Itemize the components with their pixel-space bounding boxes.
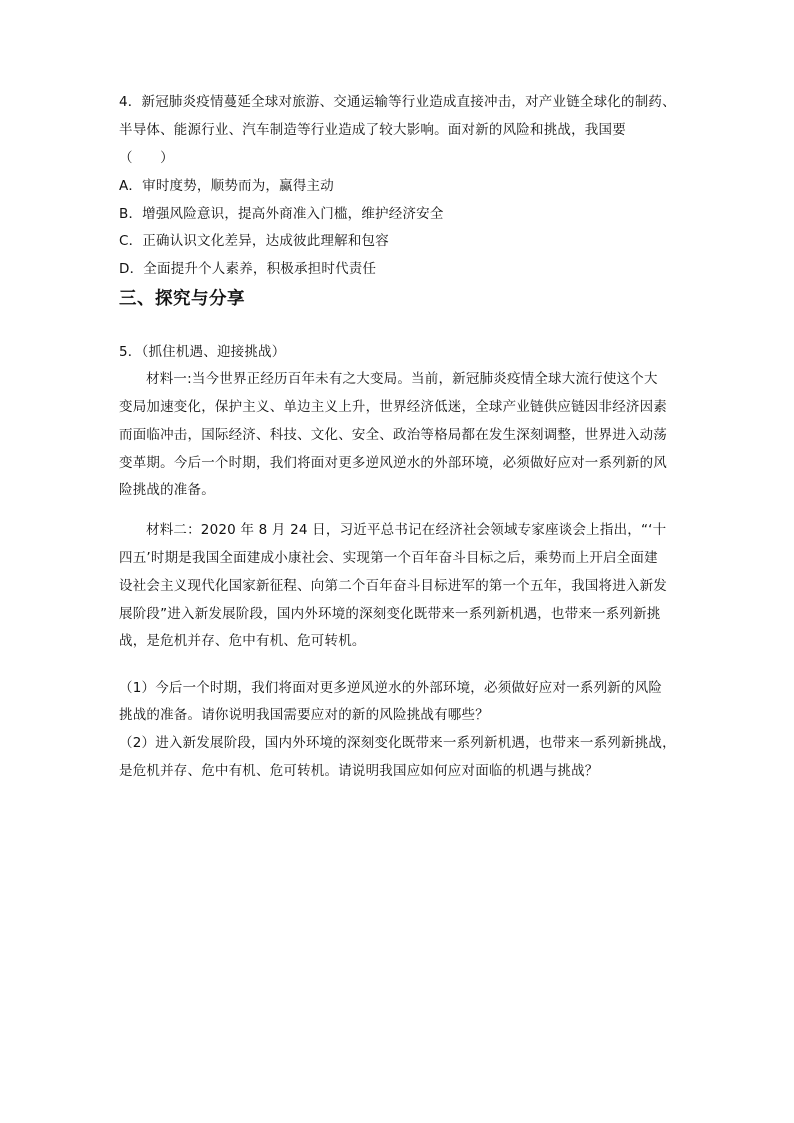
q4-option-d: D．全面提升个人素养，积极承担时代责任 xyxy=(119,261,377,277)
material2-line-5: 战，是危机并存、危中有机、危可转机。 xyxy=(119,633,366,649)
q4-option-b: B．增强风险意识，提高外商准入门槛，维护经济安全 xyxy=(119,206,444,222)
material1-line-2: 变局加速变化，保护主义、单边主义上升，世界经济低迷，全球产业链供应链因非经济因素 xyxy=(119,399,667,415)
q5-header: 5．（抓住机遇、迎接挑战） xyxy=(119,344,286,360)
sub-question-2-line-2: 是危机并存、危中有机、危可转机。请说明我国应如何应对面临的机遇与挑战？ xyxy=(119,763,599,779)
sub-question-1-line-1: （1）今后一个时期，我们将面对更多逆风逆水的外部环境，必须做好应对一系列新的风险 xyxy=(119,680,663,696)
sub-question-1-line-2: 挑战的准备。请你说明我国需要应对的新的风险挑战有哪些？ xyxy=(119,707,489,723)
material2-line-3: 设社会主义现代化国家新征程、向第二个百年奋斗目标进军的第一个五年，我国将进入新发 xyxy=(119,578,667,594)
q4-option-c: C．正确认识文化差异，达成彼此理解和包容 xyxy=(119,233,389,249)
q4-stem-line-1: 4．新冠肺炎疫情蔓延全球对旅游、交通运输等行业造成直接冲击，对产业链全球化的制药、 xyxy=(119,94,676,110)
material2-line-1: 材料二：2020 年 8 月 24 日，习近平总书记在经济社会领域专家座谈会上指出，“‘十 xyxy=(146,522,667,538)
section-heading: 三、探究与分享 xyxy=(119,289,245,309)
material1-line-4: 变革期。今后一个时期，我们将面对更多逆风逆水的外部环境，必须做好应对一系列新的风 xyxy=(119,455,667,471)
material2-line-2: 四五’时期是我国全面建成小康社会、实现第一个百年奋斗目标之后，乘势而上开启全面建 xyxy=(119,550,658,566)
sub-question-2-line-1: （2）进入新发展阶段，国内外环境的深刻变化既带来一系列新机遇，也带来一系列新挑战， xyxy=(119,735,676,751)
q4-stem-line-2: 半导体、能源行业、汽车制造等行业造成了较大影响。面对新的风险和挑战，我国要 xyxy=(119,122,626,138)
material1-line-5: 险挑战的准备。 xyxy=(119,482,215,498)
material1-line-1: 材料一:当今世界正经历百年未有之大变局。当前，新冠肺炎疫情全球大流行使这个大 xyxy=(146,371,658,387)
q4-option-a: A．审时度势，顺势而为，赢得主动 xyxy=(119,178,334,194)
material2-line-4: 展阶段”进入新发展阶段，国内外环境的深刻变化既带来一系列新机遇，也带来一系列新挑 xyxy=(119,606,661,622)
material1-line-3: 而面临冲击，国际经济、科技、文化、安全、政治等格局都在发生深刻调整，世界进入动荡 xyxy=(119,427,667,443)
q4-stem-line-3: （ ） xyxy=(119,150,174,166)
